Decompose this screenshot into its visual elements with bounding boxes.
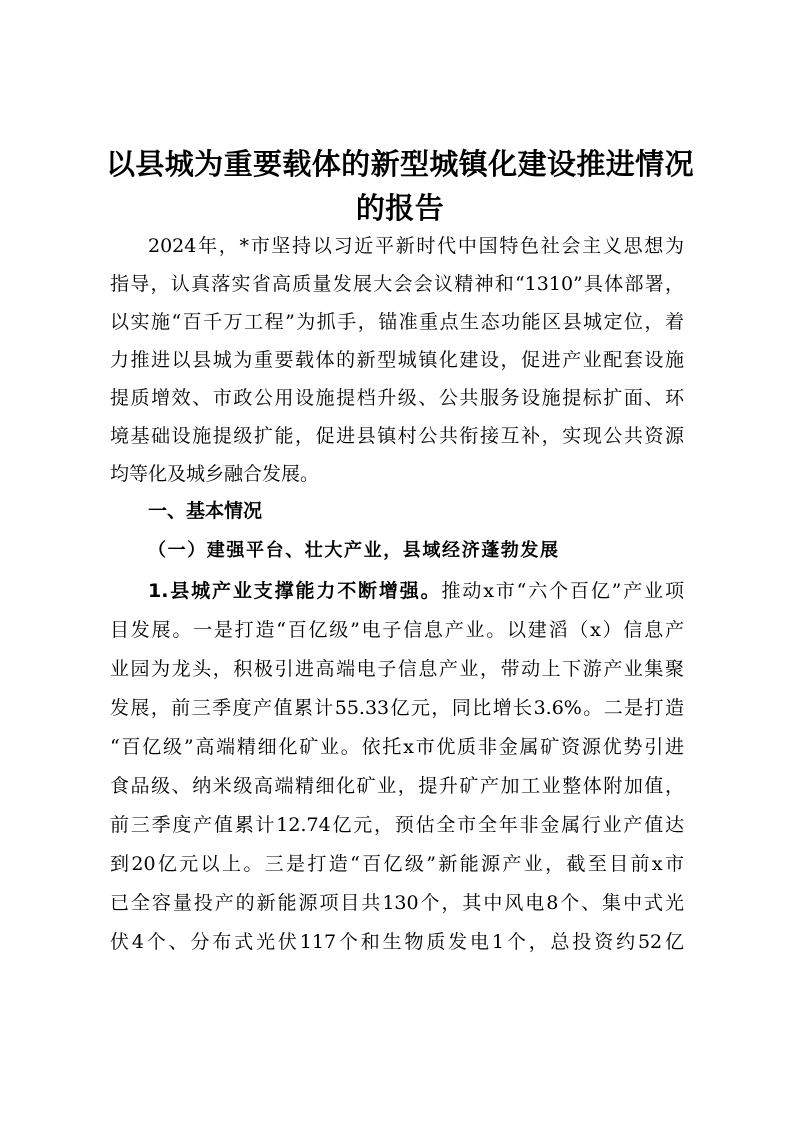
paragraph-line: 目发展。一是打造“百亿级”电子信息产业。以建滔（x）信息产 (110, 619, 684, 641)
intro-line: 均等化及城乡融合发展。 (110, 463, 320, 485)
paragraph-bold-lead: 1.县城产业支撑能力不断增强。 (148, 580, 442, 602)
paragraph-line: 业园为龙头，积极引进高端电子信息产业，带动上下游产业集聚 (110, 658, 684, 680)
document-title-line-2: 的报告 (355, 191, 445, 225)
paragraph-line: “百亿级”高端精细化矿业。依托x市优质非金属矿资源优势引进 (110, 736, 684, 758)
paragraph-line: 前三季度产值累计12.74亿元，预估全市全年非金属行业产值达 (110, 814, 684, 836)
paragraph-line: 已全容量投产的新能源项目共130个，其中风电8个、集中式光 (110, 892, 684, 914)
paragraph-line: 到20亿元以上。三是打造“百亿级”新能源产业，截至目前x市 (110, 853, 684, 875)
paragraph-line: 发展，前三季度产值累计55.33亿元，同比增长3.6%。二是打造 (110, 697, 684, 719)
paragraph-line: 食品级、纳米级高端精细化矿业，提升矿产加工业整体附加值， (110, 775, 684, 797)
subsection-heading: （一）建强平台、壮大产业，县域经济蓬勃发展 (148, 540, 560, 561)
intro-line: 力推进以县城为重要载体的新型城镇化建设，促进产业配套设施 (110, 349, 684, 371)
intro-line: 提质增效、市政公用设施提档升级、公共服务设施提标扩面、环 (110, 387, 684, 409)
paragraph-line (148, 578, 684, 604)
intro-line: 以实施“百千万工程”为抓手，锚准重点生态功能区县城定位，着 (110, 311, 684, 333)
document-title-line-1: 以县城为重要载体的新型城镇化建设推进情况 (105, 147, 694, 181)
paragraph-first-line-rest: 推动x市“六个百亿”产业项 (441, 580, 684, 602)
intro-line: 境基础设施提级扩能，促进县镇村公共衔接互补，实现公共资源 (110, 425, 684, 447)
intro-line: 2024年，*市坚持以习近平新时代中国特色社会主义思想为 (148, 235, 684, 257)
section-heading: 一、基本情况 (148, 500, 263, 522)
intro-line: 指导，认真落实省高质量发展大会会议精神和“1310”具体部署， (110, 273, 684, 295)
paragraph-line: 伏4个、分布式光伏117个和生物质发电1个，总投资约52亿 (110, 931, 684, 953)
